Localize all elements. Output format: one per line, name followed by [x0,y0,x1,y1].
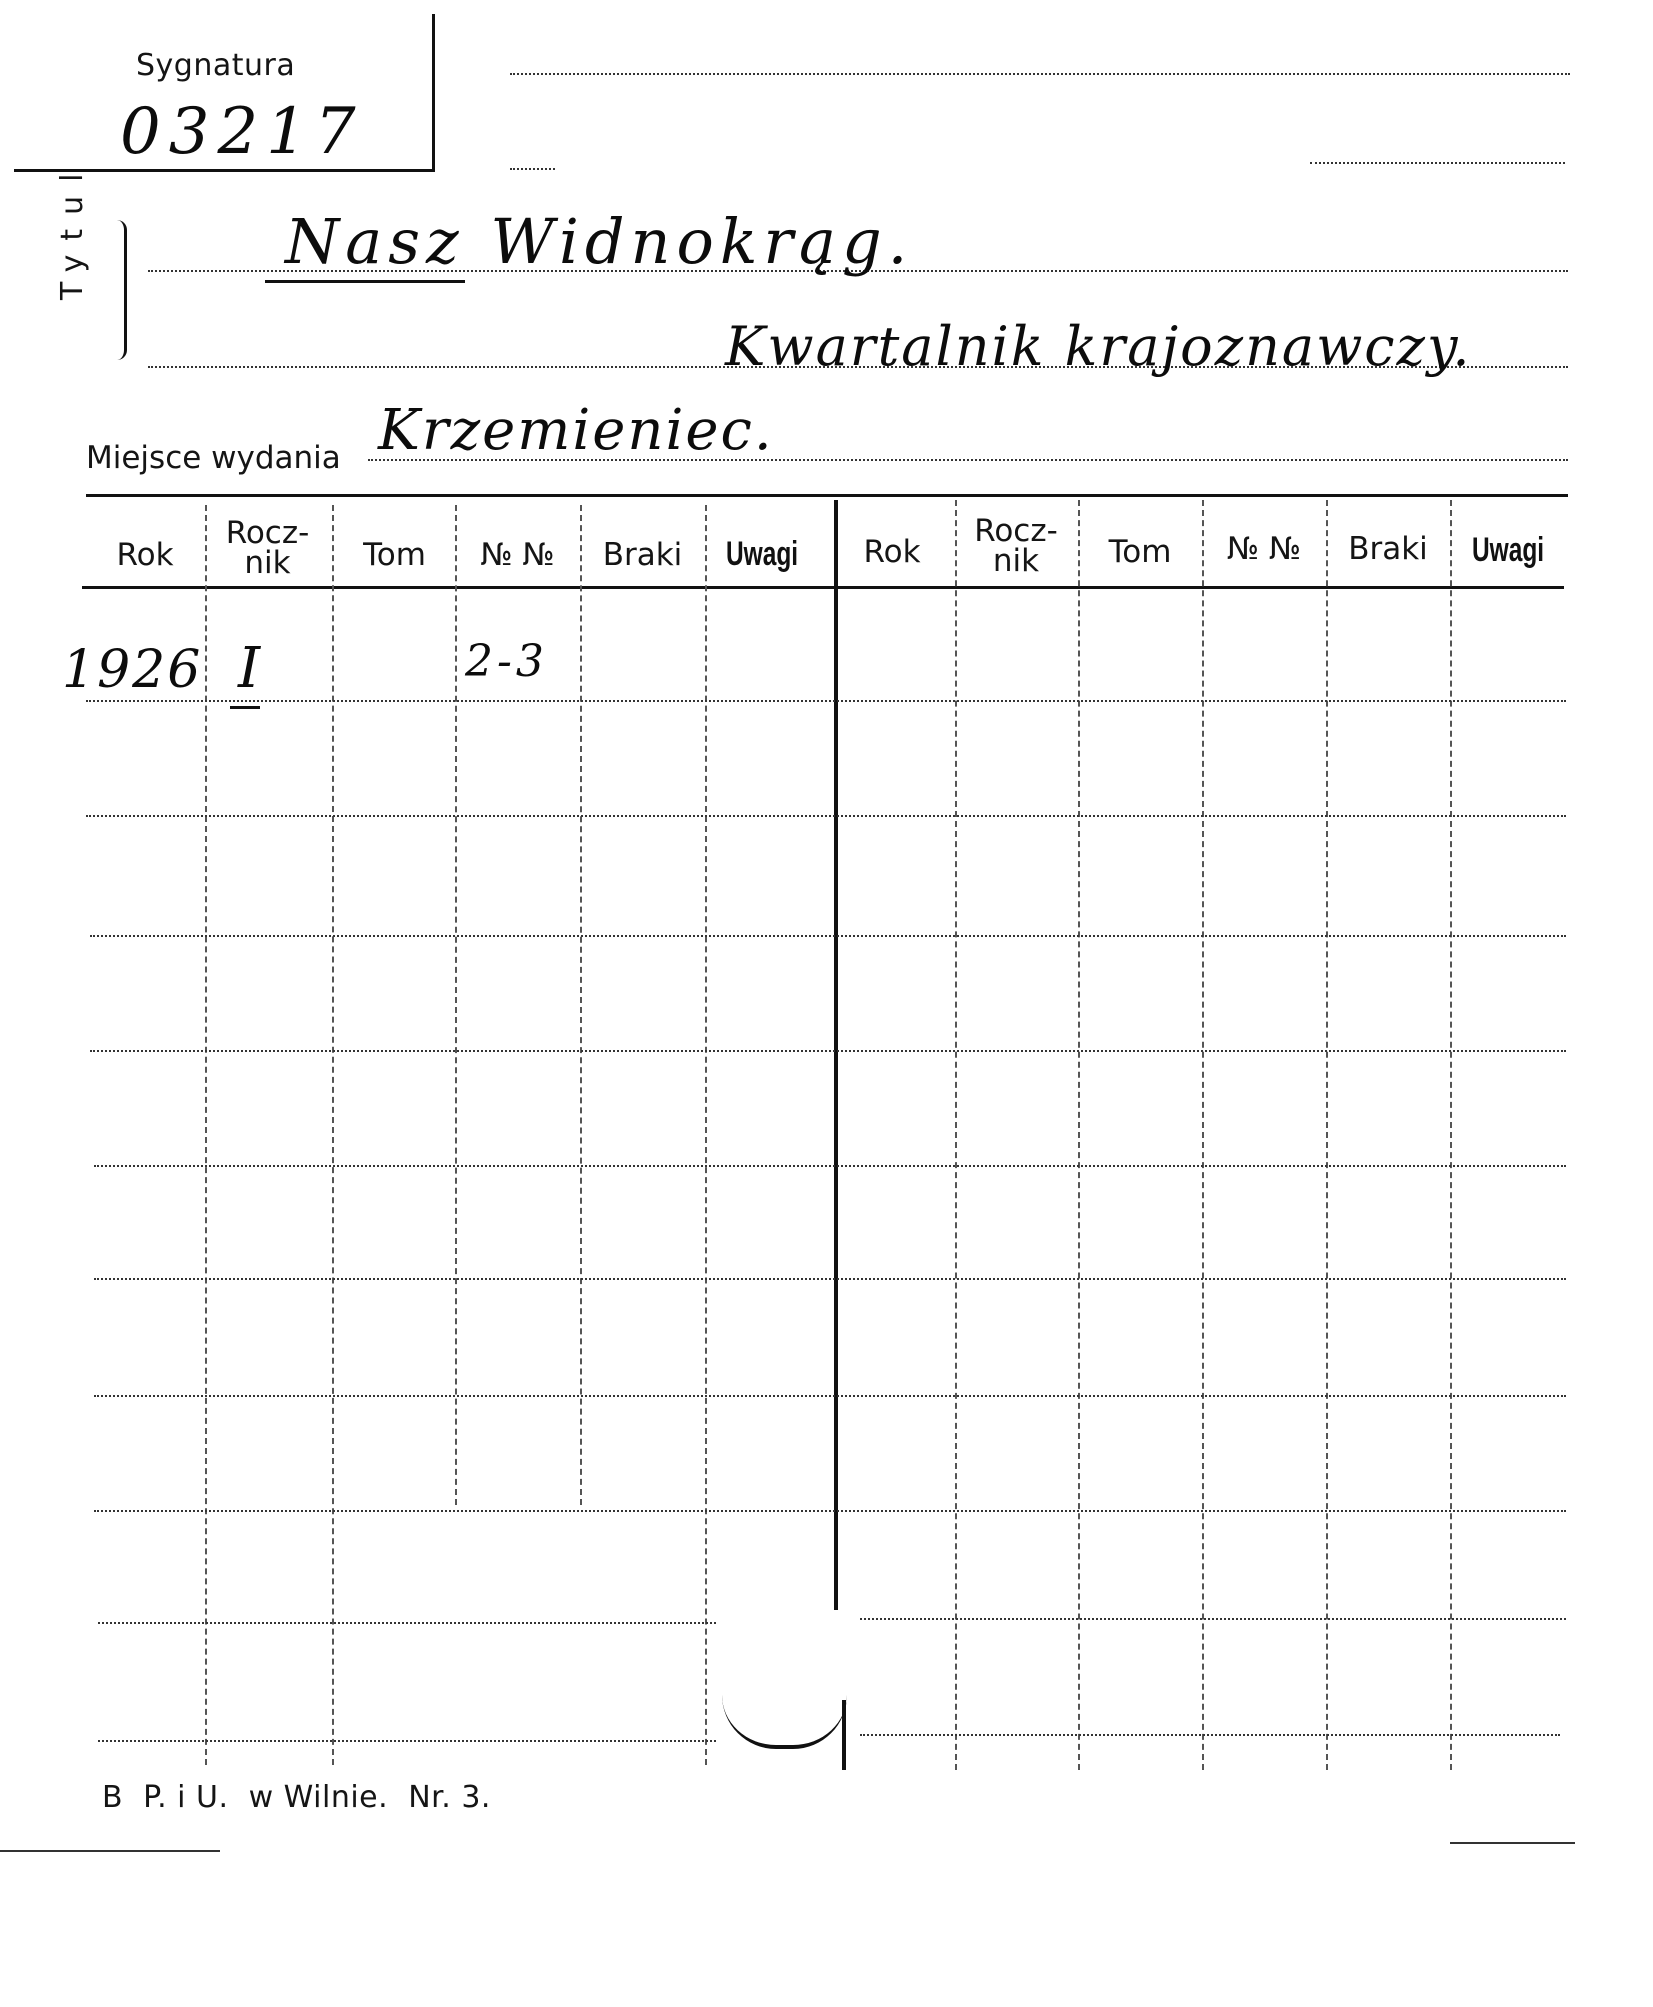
col-line-right-2 [1078,500,1080,1770]
row-1-numery: 2-3 [465,636,548,687]
header-tom-left: Tom [363,537,426,573]
top-dotted-line-3 [1310,162,1565,164]
header-rocznik-right-l2: nik [992,543,1040,579]
header-rocznik-left-l1: Rocz- [225,515,310,551]
table-top-border [86,494,1568,497]
sygnatura-value: 03217 [120,95,364,169]
top-dotted-line-1 [510,73,1570,75]
row-line-10b [860,1734,1560,1736]
header-braki-left: Braki [602,537,683,573]
header-rok-right: Rok [863,534,921,570]
miejsce-dotted-line [368,459,1568,461]
header-uwagi-right: Uwagi [1472,531,1545,569]
center-divider [834,500,838,1610]
title-underline [265,280,465,283]
tytul-brace [112,220,127,360]
col-line-left-5 [705,505,707,1765]
row-line-2 [86,815,1566,817]
header-numery-left: № № [480,537,555,573]
col-line-left-2 [332,505,334,1765]
col-line-right-5 [1450,500,1452,1770]
row-1-rocznik: I [238,636,261,701]
header-tom-right: Tom [1108,534,1172,570]
row-line-6 [94,1278,1566,1280]
sygnatura-label: Sygnatura [136,48,296,83]
col-line-right-1 [955,500,957,1770]
header-numery-right: № № [1226,531,1302,567]
top-dotted-line-2 [510,168,555,170]
header-braki-right: Braki [1348,531,1428,567]
col-line-left-4 [580,505,582,1505]
col-line-right-4 [1326,500,1328,1770]
header-rocznik-left-l2: nik [244,545,291,581]
header-uwagi-left: Uwagi [726,535,799,573]
header-rok-left: Rok [116,537,174,573]
header-rocznik-right [955,513,1077,579]
miejsce-value: Krzemieniec. [378,398,774,463]
row-line-10 [98,1740,716,1742]
col-line-left-3 [455,505,457,1505]
row-line-9 [98,1622,716,1624]
bottom-edge-line-right [1450,1842,1575,1844]
row-line-7 [94,1395,1566,1397]
row-line-8 [94,1510,1566,1512]
header-rocznik-left [205,515,330,581]
miejsce-label: Miejsce wydania [86,440,341,476]
bottom-edge-line-left [0,1850,220,1852]
sygnatura-box-right-border [432,14,435,172]
col-line-left-1 [205,505,207,1765]
header-rocznik-right-l1: Rocz- [974,513,1058,549]
title-line-2: Kwartalnik krajoznawczy. [725,315,1472,378]
row-line-4 [90,1050,1566,1052]
tytul-label: Tytul [55,159,90,300]
title-line-1: Nasz Widnokrąg. [285,205,914,278]
row-line-1 [86,700,1566,702]
row-line-3 [90,935,1566,937]
col-line-right-3 [1202,500,1204,1770]
header-bottom-border [82,586,1564,589]
row-1-rok: 1926 [62,640,203,700]
row-1-rocznik-underline [230,706,260,709]
row-line-9b [860,1618,1566,1620]
punch-hole-mark [722,1695,847,1749]
row-line-5 [94,1165,1566,1167]
footer-print-info: B P. i U. w Wilnie. Nr. 3. [102,1780,491,1815]
